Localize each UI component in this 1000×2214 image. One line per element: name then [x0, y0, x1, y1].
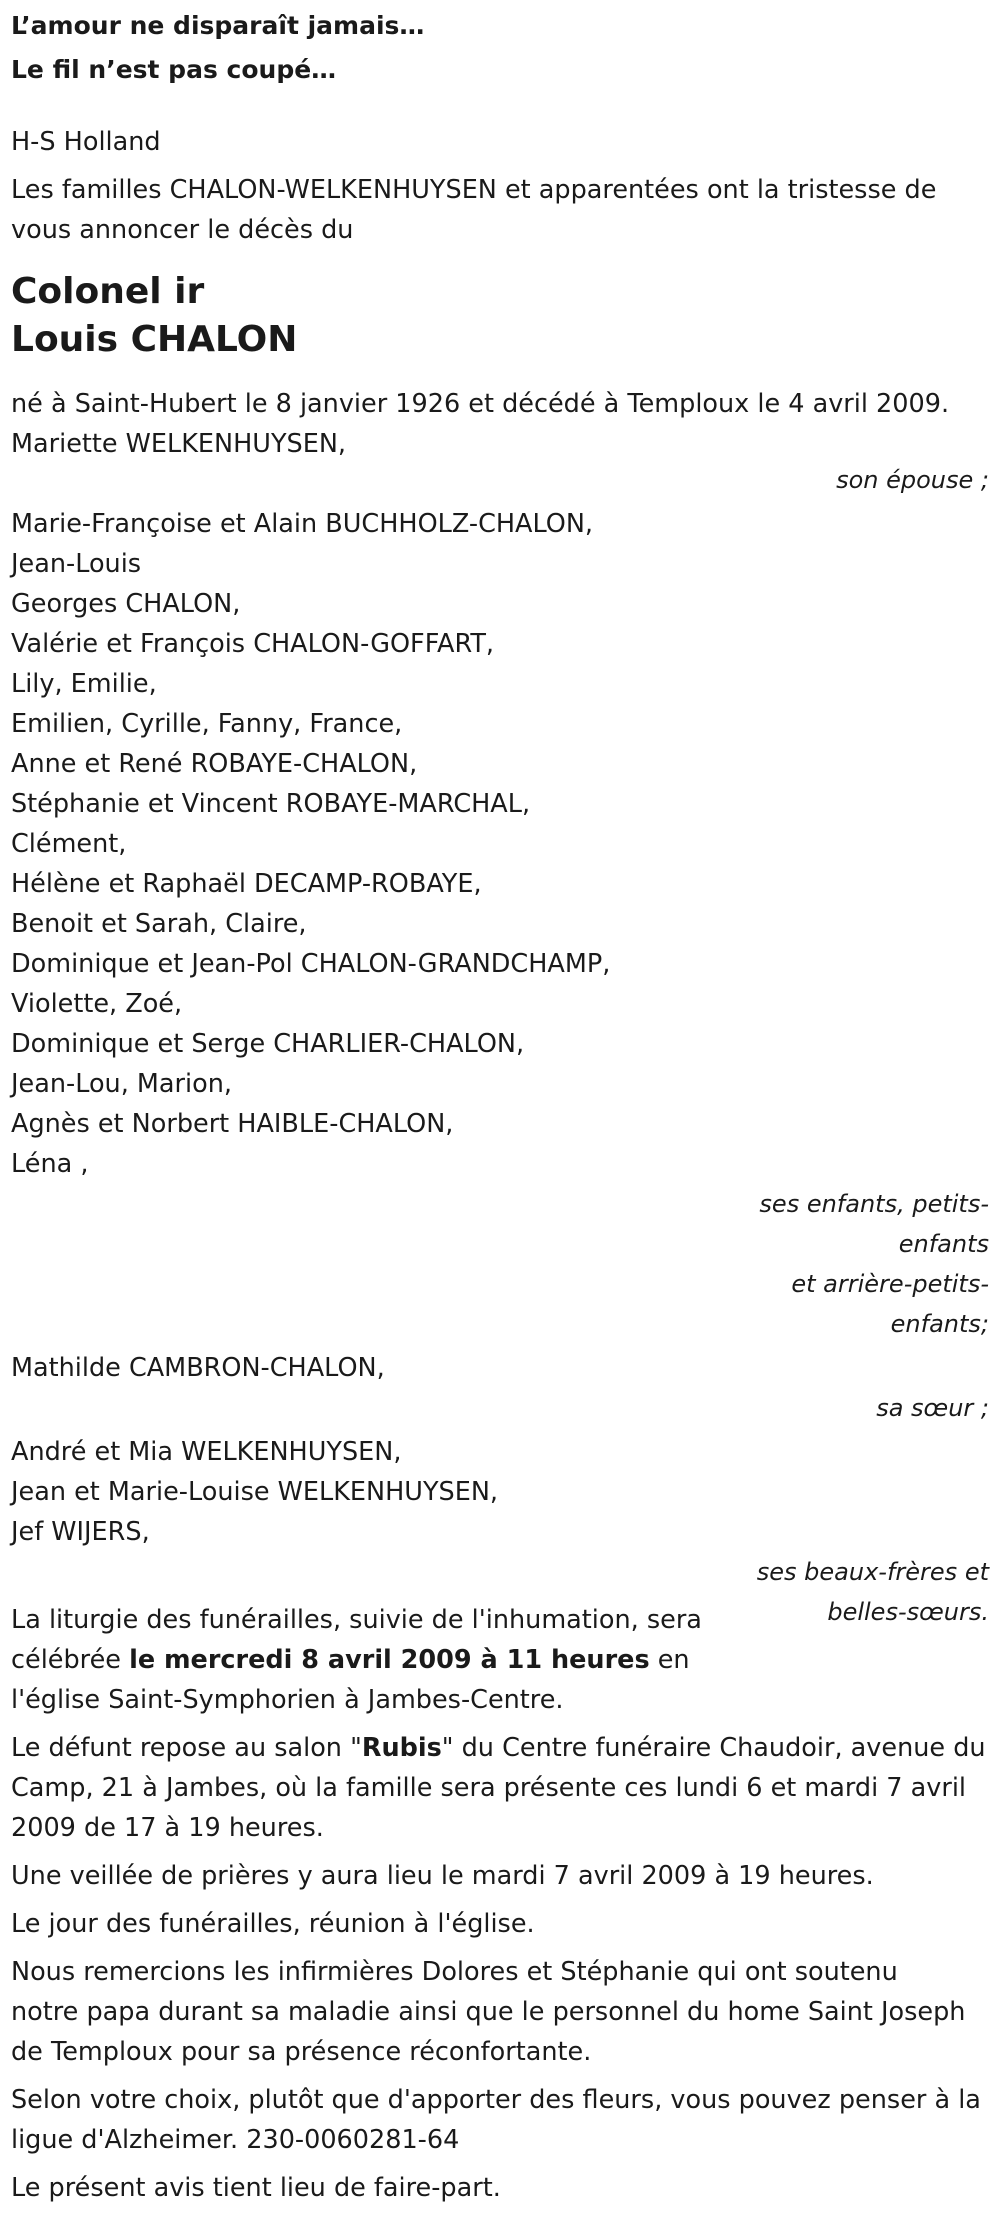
- family-name-line: Léna ,: [11, 1149, 89, 1179]
- obituary-notice: [11, 0, 991, 2208]
- family-name-line: Agnès et Norbert HAIBLE-CHALON,: [11, 1109, 454, 1139]
- family-name-line: Anne et René ROBAYE-CHALON,: [11, 749, 418, 779]
- family-name-line: Emilien, Cyrille, Fanny, France,: [11, 709, 403, 739]
- family-name-line: Hélène et Raphaël DECAMP-ROBAYE,: [11, 869, 482, 899]
- funeral-home-name: H-S Holland: [11, 127, 161, 157]
- liturgy-text-part: en l'église Saint-Symphorien à Jambes-Centre.: [11, 1645, 690, 1715]
- family-name-line: Jean et Marie-Louise WELKENHUYSEN,: [11, 1477, 499, 1507]
- family-name-line: Jef WIJERS,: [11, 1517, 150, 1547]
- liturgy-text-part: La liturgie des funérailles, suivie de l'inhumation, sera célébrée: [11, 1605, 702, 1675]
- repose-salon-name: Rubis: [361, 1733, 442, 1763]
- deceased-heading: [11, 268, 991, 364]
- birth-death-text: né à Saint-Hubert le 8 janvier 1926 et décédé à Temploux le 4 avril 2009.: [11, 389, 950, 419]
- family-name-line: Dominique et Jean-Pol CHALON-GRANDCHAMP,: [11, 949, 611, 979]
- family-name-line: Clément,: [11, 829, 127, 859]
- family-name-line: Mariette WELKENHUYSEN,: [11, 429, 347, 459]
- repose-text: [11, 1728, 986, 1848]
- family-name-line: Dominique et Serge CHARLIER-CHALON,: [11, 1029, 525, 1059]
- repose-text-part: " du Centre funéraire Chaudoir, avenue du Camp, 21 à Jambes, où la famille sera présente ces lundi 6 et mardi 7 avril 2009 de 17 à 19 heures.: [11, 1733, 986, 1843]
- family-role: ses beaux-frères et belles-sœurs.: [756, 1558, 989, 1626]
- epigraph-line: L’amour ne disparaît jamais…: [11, 11, 425, 40]
- family-name-line: Benoit et Sarah, Claire,: [11, 909, 307, 939]
- thanks-text: Nous remercions les infirmières Dolores et Stéphanie qui ont soutenu notre papa durant sa maladie ainsi que le personnel du home Saint Joseph de Temploux pour sa présence réconfortante.: [11, 1957, 966, 2067]
- vigil-text: Une veillée de prières y aura lieu le mardi 7 avril 2009 à 19 heures.: [11, 1861, 874, 1891]
- deceased-name: Louis CHALON: [11, 319, 298, 360]
- announcement-text: Les familles CHALON-WELKENHUYSEN et apparentées ont la tristesse de vous annoncer le décès du: [11, 175, 937, 245]
- family-name-line: Stéphanie et Vincent ROBAYE-MARCHAL,: [11, 789, 531, 819]
- family-name-line: Violette, Zoé,: [11, 989, 183, 1019]
- family-name-line: Georges CHALON,: [11, 589, 241, 619]
- epigraph-line: Le fil n’est pas coupé…: [11, 55, 337, 84]
- family-name-line: Jean-Louis: [11, 549, 142, 579]
- deceased-title: Colonel ir: [11, 271, 205, 312]
- spouse-section: [11, 424, 991, 500]
- family-role-line: et arrière-petits-enfants;: [791, 1270, 989, 1338]
- closing-text: Le présent avis tient lieu de faire-part.: [11, 2173, 501, 2203]
- family-role: sa sœur ;: [876, 1394, 989, 1422]
- family-name-line: Mathilde CAMBRON-CHALON,: [11, 1353, 385, 1383]
- sister-section: [11, 1348, 991, 1428]
- epigraph: [11, 4, 991, 92]
- family-role: son épouse ;: [836, 466, 989, 494]
- family-name-line: Valérie et François CHALON-GOFFART,: [11, 629, 495, 659]
- liturgy-text: [11, 1600, 731, 1720]
- family-role-line: ses enfants, petits-enfants: [759, 1190, 989, 1258]
- donation-text: Selon votre choix, plutôt que d'apporter des fleurs, vous pouvez penser à la ligue d'Alzheimer. 230-0060281-64: [11, 2085, 981, 2155]
- family-name-line: Marie-Françoise et Alain BUCHHOLZ-CHALON,: [11, 509, 594, 539]
- family-role: [744, 1184, 991, 1344]
- family-name-line: Lily, Emilie,: [11, 669, 157, 699]
- repose-text-part: Le défunt repose au salon ": [11, 1733, 362, 1763]
- family-name-line: André et Mia WELKENHUYSEN,: [11, 1437, 402, 1467]
- children-section: [11, 504, 991, 1344]
- meeting-text: Le jour des funérailles, réunion à l'église.: [11, 1909, 535, 1939]
- liturgy-date: le mercredi 8 avril 2009 à 11 heures: [129, 1645, 650, 1675]
- family-name-line: Jean-Lou, Marion,: [11, 1069, 232, 1099]
